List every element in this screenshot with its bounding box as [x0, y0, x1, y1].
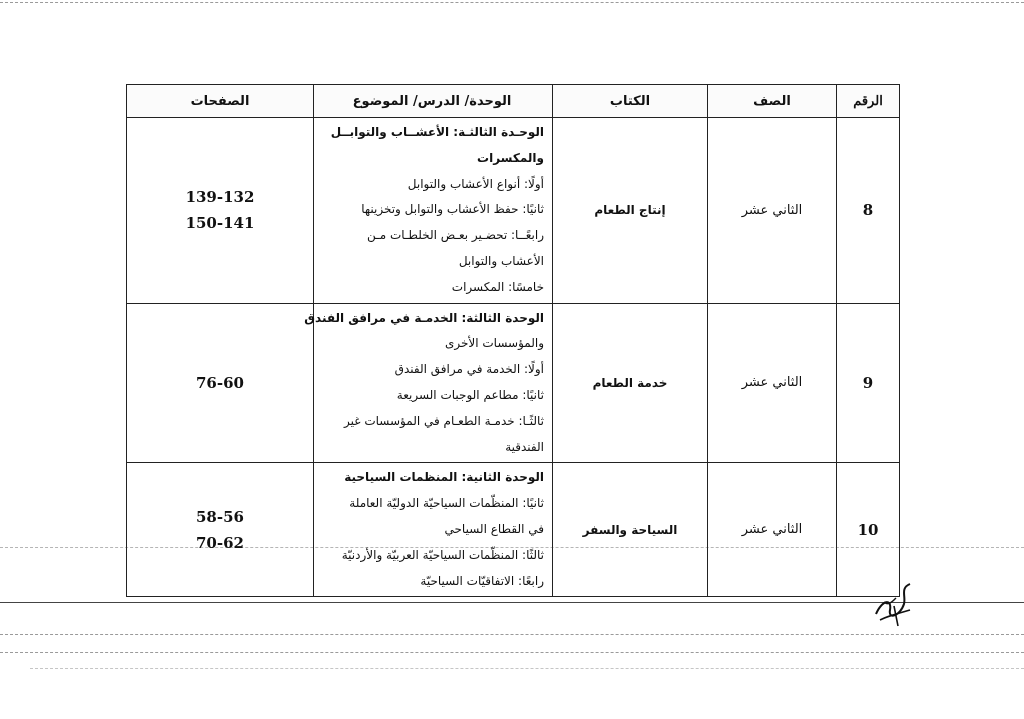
header-number: الرقم — [837, 85, 900, 118]
page-range: 139-132 — [185, 188, 255, 207]
row-grade: الثاني عشر — [708, 303, 837, 463]
topic-unit-line: الوحدة الثانية: المنظمات السياحية — [344, 470, 544, 485]
topic-line: والمؤسسات الأخرى — [444, 336, 544, 351]
scan-artifact-line — [0, 634, 1024, 635]
table-row — [127, 303, 900, 463]
topic-line: رابعًــا: تحضـير بعـض الخلطـات مـن — [367, 228, 544, 243]
topic-line: ثالثًـا: خدمـة الطعـام في المؤسسات غير — [344, 413, 544, 428]
handwritten-signature — [870, 580, 918, 632]
topic-line: خامسًا: المكسرات — [451, 279, 544, 294]
topic-line: ثالثًا: المنظّمات السياحيّة العربيّة والأردنيّة — [341, 547, 544, 562]
topic-line: في القطاع السياحي — [444, 521, 544, 536]
topic-unit-line: الوحـدة الثالثـة: الأعشــاب والتوابــل — [330, 125, 544, 139]
scan-artifact-line — [0, 652, 1024, 653]
header-topic: الوحدة/ الدرس/ الموضوع — [314, 85, 553, 118]
topic-line: رابعًا: الاتفاقيّات السياحيّة — [420, 573, 544, 588]
topic-line: ثانيًا: مطاعم الوجبات السريعة — [396, 387, 544, 402]
topic-line: أولًا: الخدمة في مرافق الفندق — [394, 362, 544, 377]
scan-artifact-line-top — [0, 2, 1024, 3]
table-header-row — [127, 85, 900, 118]
row-topic — [304, 303, 553, 463]
row-pages — [127, 303, 314, 463]
row-book: إنتاج الطعام — [553, 118, 708, 304]
row-topic — [314, 463, 553, 597]
topic-line: الأعشاب والتوابل — [458, 253, 544, 268]
row-pages — [127, 118, 314, 304]
topic-line: أولًا: أنواع الأعشاب والتوابل — [407, 176, 544, 191]
page-range: 58-56 — [196, 507, 244, 526]
row-number: 8 — [837, 118, 900, 304]
row-grade: الثاني عشر — [708, 463, 837, 597]
topic-line: الفندقية — [505, 439, 544, 454]
page-range: 76-60 — [196, 373, 244, 392]
page-range: 150-141 — [185, 214, 255, 233]
topic-line: ثانيًا: حفظ الأعشاب والتوابل وتخزينها — [361, 202, 544, 217]
header-pages: الصفحات — [127, 85, 314, 118]
header-book: الكتاب — [553, 85, 708, 118]
table-row — [127, 463, 900, 597]
curriculum-table — [126, 84, 900, 597]
topic-unit-line: الوحدة الثالثة: الخدمـة في مرافق الفندق — [304, 310, 544, 325]
row-grade: الثاني عشر — [708, 118, 837, 304]
scan-artifact-line — [30, 668, 1024, 669]
row-topic — [314, 118, 553, 304]
row-book: خدمة الطعام — [553, 303, 708, 463]
row-pages — [127, 463, 314, 597]
topic-unit-line: والمكسرات — [477, 150, 544, 165]
row-number: 9 — [837, 303, 900, 463]
table-row — [127, 118, 900, 304]
header-grade: الصف — [708, 85, 837, 118]
row-book: السياحة والسفر — [553, 463, 708, 597]
page-range: 70-62 — [196, 533, 244, 552]
row-number: 10 — [837, 463, 900, 597]
topic-line: ثانيًا: المنظّمات السياحيّة الدوليّة العاملة — [349, 496, 544, 511]
